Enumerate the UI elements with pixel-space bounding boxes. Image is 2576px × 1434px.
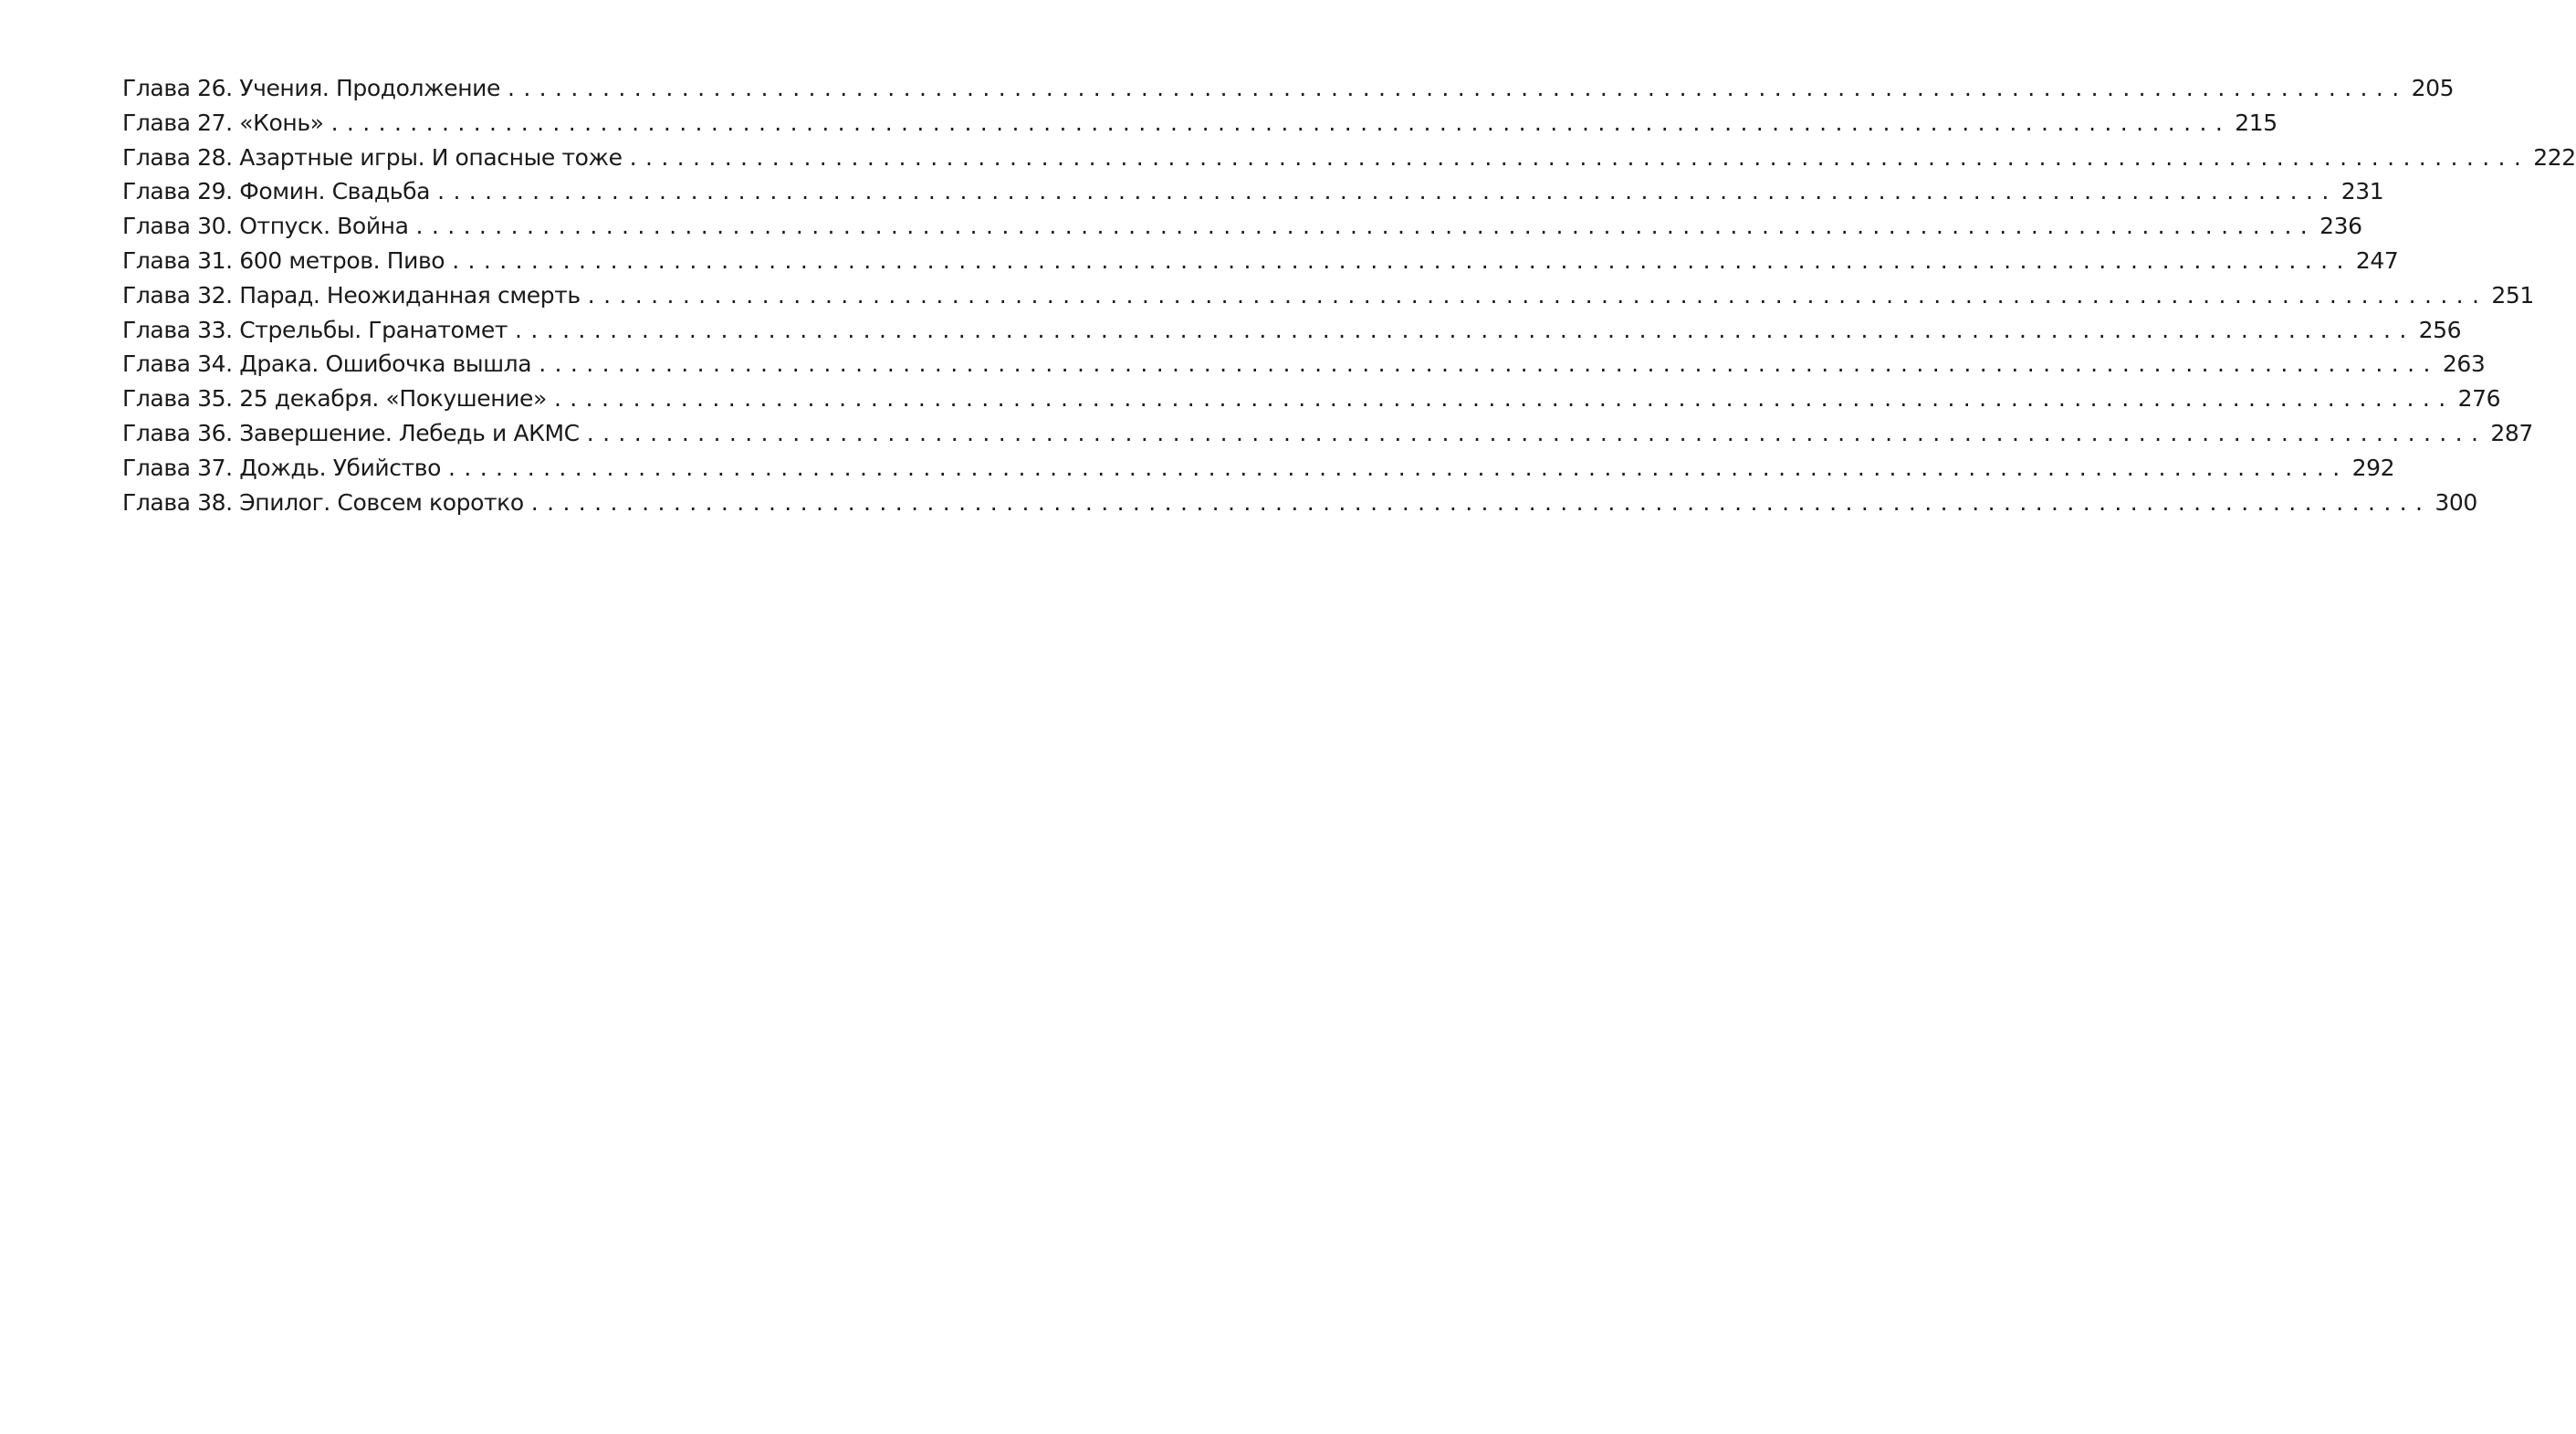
toc-entry-title: Глава 31. 600 метров. Пиво: [122, 246, 445, 274]
toc-entry: [122, 174, 2384, 209]
toc-entry: [122, 278, 2534, 313]
toc-entry: [122, 382, 2501, 416]
toc-entry-title: Глава 36. Завершение. Лебедь и АКМС: [122, 419, 580, 446]
dot-leader: ........................................................................................................................: [629, 143, 2530, 171]
toc-entry: [122, 451, 2395, 486]
toc-entry: [122, 347, 2486, 382]
toc-entry: [122, 416, 2533, 451]
toc-entry-title: Глава 29. Фомин. Свадьба: [122, 178, 431, 205]
toc-entry-page: 276: [2457, 385, 2501, 413]
toc-entry-title: Глава 26. Учения. Продолжение: [122, 75, 500, 101]
dot-leader: ........................................................................................................................: [530, 488, 2432, 516]
toc-entry: [122, 106, 2278, 141]
dot-leader: ........................................................................................................................: [452, 246, 2352, 274]
toc-entry: [122, 486, 2477, 520]
toc-entry-page: 236: [2319, 213, 2362, 240]
toc-entry-page: 256: [2418, 316, 2462, 343]
toc-entry-title: Глава 33. Стрельбы. Гранатомет: [122, 316, 508, 343]
dot-leader: ........................................................................................................................: [437, 178, 2338, 205]
toc-entry-page: 287: [2490, 419, 2533, 446]
toc-entry-title: Глава 27. «Конь»: [122, 109, 324, 136]
dot-leader: ........................................................................................................................: [553, 385, 2455, 413]
toc-entry-page: 251: [2491, 281, 2534, 309]
toc-entry-title: Глава 32. Парад. Неожиданная смерть: [122, 281, 581, 309]
table-of-contents: [122, 71, 2576, 519]
dot-leader: ........................................................................................................................: [448, 454, 2349, 481]
dot-leader: ........................................................................................................................: [586, 419, 2487, 446]
toc-entry: [122, 244, 2399, 278]
toc-entry-page: 292: [2351, 454, 2395, 481]
toc-entry-title: Глава 30. Отпуск. Война: [122, 213, 409, 240]
toc-entry-title: Глава 28. Азартные игры. И опасные тоже: [122, 143, 623, 171]
toc-entry-page: 222: [2533, 143, 2576, 171]
toc-entry: [122, 209, 2362, 244]
dot-leader: ........................................................................................................................: [330, 109, 2232, 136]
dot-leader: ........................................................................................................................: [415, 213, 2317, 240]
toc-entry-title: Глава 37. Дождь. Убийство: [122, 454, 441, 481]
toc-entry: [122, 313, 2462, 348]
dot-leader: ........................................................................................................................: [507, 75, 2408, 101]
toc-entry-page: 300: [2435, 488, 2477, 516]
toc-entry: [122, 71, 2455, 106]
dot-leader: ........................................................................................................................: [515, 316, 2415, 343]
toc-entry-title: Глава 34. Драка. Ошибочка вышла: [122, 351, 532, 378]
toc-entry-page: 263: [2442, 351, 2486, 378]
toc-entry-page: 247: [2355, 246, 2399, 274]
toc-entry-page: 231: [2340, 178, 2384, 205]
dot-leader: ........................................................................................................................: [539, 351, 2439, 378]
dot-leader: ........................................................................................................................: [587, 281, 2488, 309]
toc-entry: [122, 141, 2576, 175]
toc-entry-title: Глава 35. 25 декабря. «Покушение»: [122, 385, 547, 413]
toc-entry-page: 215: [2235, 109, 2278, 136]
toc-entry-title: Глава 38. Эпилог. Совсем коротко: [122, 488, 524, 516]
toc-entry-page: 205: [2411, 75, 2455, 101]
